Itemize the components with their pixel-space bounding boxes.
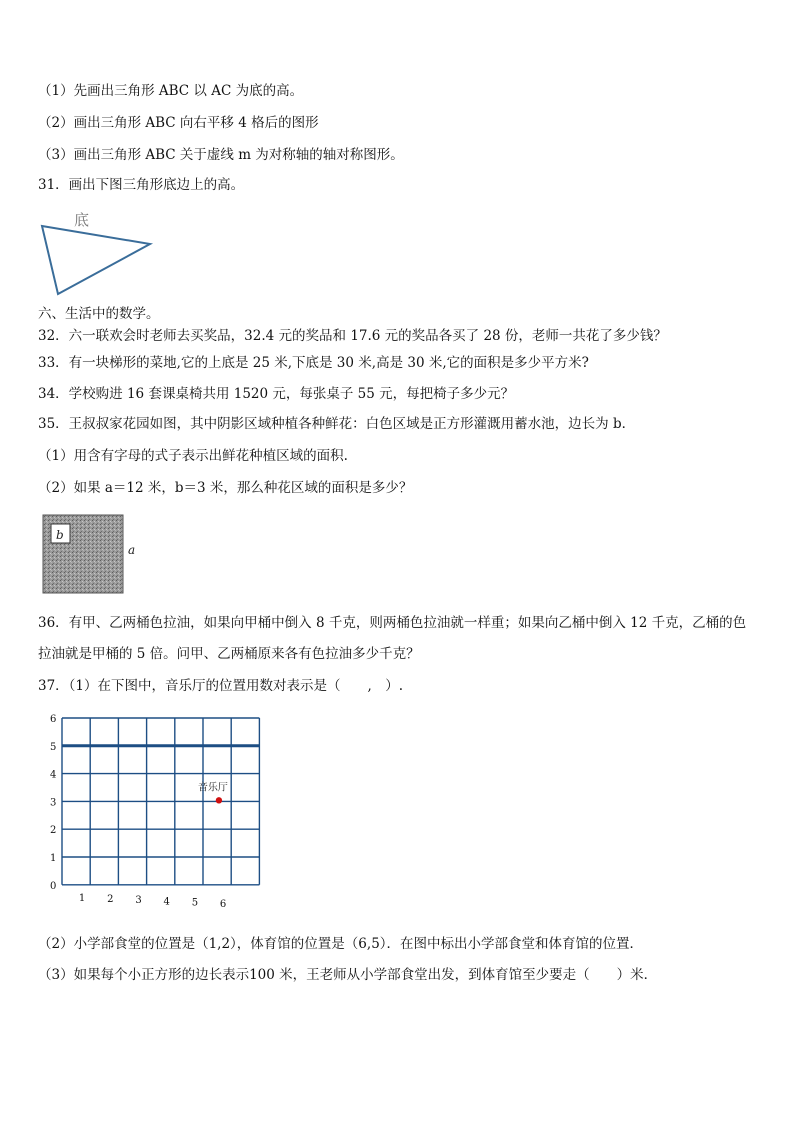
y-tick-label: 2 [50,825,57,837]
triangle-figure [38,206,158,301]
q34: 34．学校购进 16 套课桌椅共用 1520 元，每张桌子 55 元，每把椅子多少元？ [38,386,515,402]
garden-side-label: a [128,543,136,557]
q30-part3: （3）画出三角形 ABC 关于虚线 m 为对称轴的轴对称图形。 [38,147,404,163]
y-tick-label: 1 [50,853,57,864]
y-tick-label: 5 [50,741,57,753]
q31: 31．画出下图三角形底边上的高。 [38,177,245,193]
q35: 35．王叔叔家花园如图，其中阴影区域种植各种鲜花：白色区域是正方形灌溉用蓄水池，边长为 b． [38,416,636,432]
x-tick-label: 1 [78,892,86,904]
x-tick-label: 2 [107,894,114,905]
q37-part2: （2）小学部食堂的位置是（1,2），体育馆的位置是（6,5）．在图中标出小学部食堂和体育馆的位置． [38,936,644,952]
q32: 32．六一联欢会时老师去买奖品，32.4 元的奖品和 17.6 元的奖品各买了 28 份，老师一共花了多少钱？ [38,328,667,344]
q36-line2: 拉油就是甲桶的 5 倍。问甲、乙两桶原来各有色拉油多少千克？ [38,646,420,662]
music-hall-point [216,797,222,803]
triangle-base-label: 底 [74,211,90,229]
coordinate-grid [40,712,240,912]
q37-part3: （3）如果每个小正方形的边长表示100 米，王老师从小学部食堂出发，到体育馆至少要走（ ）米． [38,967,658,983]
music-hall-label: 音乐厅 [197,782,228,794]
q30-part1: （1）先画出三角形 ABC 以 AC 为底的高。 [38,83,304,99]
q36-line1: 36．有甲、乙两桶色拉油，如果向甲桶中倒入 8 千克，则两桶色拉油就一样重；如果向乙桶中倒入 12 千克，乙桶的色 [38,615,747,631]
y-tick-label: 6 [50,714,57,725]
triangle-shape [42,226,150,294]
y-tick-label: 3 [50,797,57,809]
x-tick-label: 6 [219,898,227,910]
q30-part2: （2）画出三角形 ABC 向右平移 4 格后的图形 [38,115,319,131]
garden-pool-label: b [56,528,64,542]
y-tick-label: 0 [50,880,57,892]
q37-part1: 37．（1）在下图中，音乐厅的位置用数对表示是（ , ）. [38,678,404,694]
garden-figure [40,512,150,598]
section-6-heading: 六、生活中的数学。 [38,306,160,322]
x-tick-label: 5 [191,897,199,909]
q33: 33．有一块梯形的菜地,它的上底是 25 米,下底是 30 米,高是 30 米,它的面积是多少平方米? [38,355,589,371]
x-tick-label: 4 [163,896,170,908]
q35-part1: （1）用含有字母的式子表示出鲜花种植区域的面积. [38,448,348,464]
x-tick-label: 3 [135,895,142,907]
y-tick-label: 4 [50,769,57,781]
q35-part2: （2）如果 a＝12 米，b＝3 米，那么种花区域的面积是多少？ [38,480,413,496]
